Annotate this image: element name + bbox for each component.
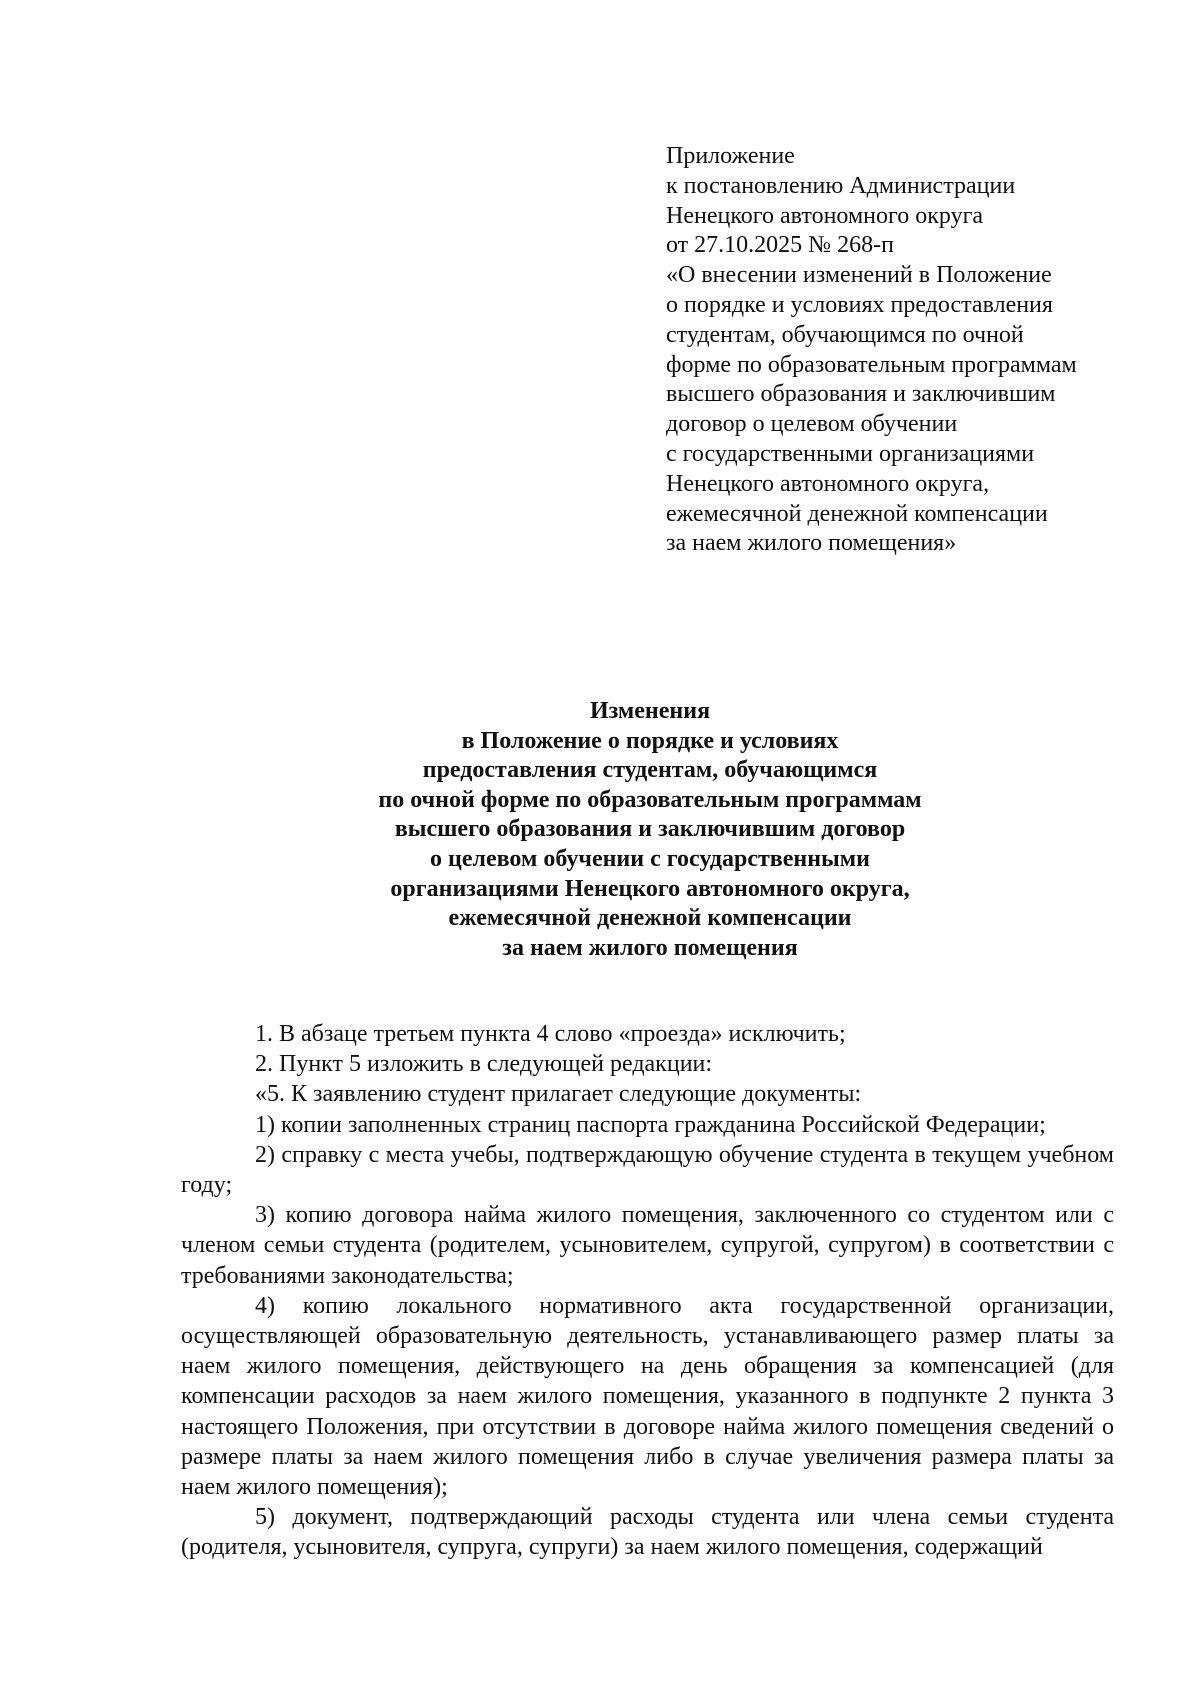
title-line: за наем жилого помещения	[502, 934, 798, 961]
body-paragraph: «5. К заявлению студент прилагает следующие документы:	[255, 1081, 862, 1108]
title-line: высшего образования и заключившим договор	[394, 816, 906, 843]
body-paragraph: 4) копию локального нормативного акта государственной организации, осуществляющей образовательную деятельность, устанавливающего размер платы за наем жилого помещения, действующего на день обращения за компенсацией (для компенсации расходов за наем жилого помещения, указанного в подпункте 2 пункта 3 настоящего Положения, при отсутствии в договоре найма жилого помещения сведений о размере платы за наем жилого помещения либо в случае увеличения размера платы за наем жилого помещения);	[181, 1292, 1114, 1501]
title-line: о целевом обучении с государственными	[430, 845, 870, 872]
body-paragraph: 5) документ, подтверждающий расходы студента или члена семьи студента (родителя, усыновителя, супруга, супруги) за наем жилого помещения, содержащий	[181, 1504, 1114, 1561]
appendix-line: форме по образовательным программам	[666, 351, 1077, 378]
appendix-line: студентам, обучающимся по очной	[666, 321, 1024, 348]
appendix-line: Приложение	[666, 143, 795, 169]
appendix-line: ежемесячной денежной компенсации	[666, 500, 1048, 527]
body-paragraph: 2. Пункт 5 изложить в следующей редакции:	[255, 1051, 713, 1078]
document-title	[250, 697, 1050, 963]
body-paragraph: 1. В абзаце третьем пункта 4 слово «проезда» исключить;	[255, 1021, 846, 1047]
body-paragraph: 1) копии заполненных страниц паспорта гражданина Российской Федерации;	[255, 1111, 1046, 1138]
appendix-header	[666, 142, 1136, 559]
body-paragraph: 2) справку с места учебы, подтверждающую обучение студента в текущем учебном году;	[181, 1141, 1114, 1199]
title-line: организациями Ненецкого автономного округа,	[390, 875, 910, 902]
appendix-line: договор о целевом обучении	[666, 411, 958, 438]
appendix-line: Ненецкого автономного округа	[666, 202, 984, 229]
title-line: ежемесячной денежной компенсации	[448, 905, 852, 932]
appendix-line: Ненецкого автономного округа,	[666, 470, 990, 497]
title-line: по очной форме по образовательным программам	[378, 786, 922, 813]
body-paragraph: 3) копию договора найма жилого помещения, заключенного со студентом или с членом семьи студента (родителем, усыновителем, супругой, супругом) в соответствии с требованиями законодательства;	[181, 1202, 1114, 1289]
appendix-line: от 27.10.2025 № 268-п	[666, 232, 894, 259]
appendix-line: о порядке и условиях предоставления	[666, 291, 1053, 318]
appendix-line: к постановлению Администрации	[666, 172, 1016, 199]
title-line: в Положение о порядке и условиях	[461, 727, 839, 754]
appendix-line: с государственными организациями	[666, 440, 1035, 467]
document-body	[181, 1019, 1114, 1563]
appendix-line: за наем жилого помещения»	[666, 530, 957, 557]
appendix-line: высшего образования и заключившим	[666, 381, 1056, 408]
title-line: Изменения	[589, 698, 711, 724]
appendix-line: «О внесении изменений в Положение	[666, 262, 1052, 289]
title-line: предоставления студентам, обучающимся	[422, 757, 878, 784]
